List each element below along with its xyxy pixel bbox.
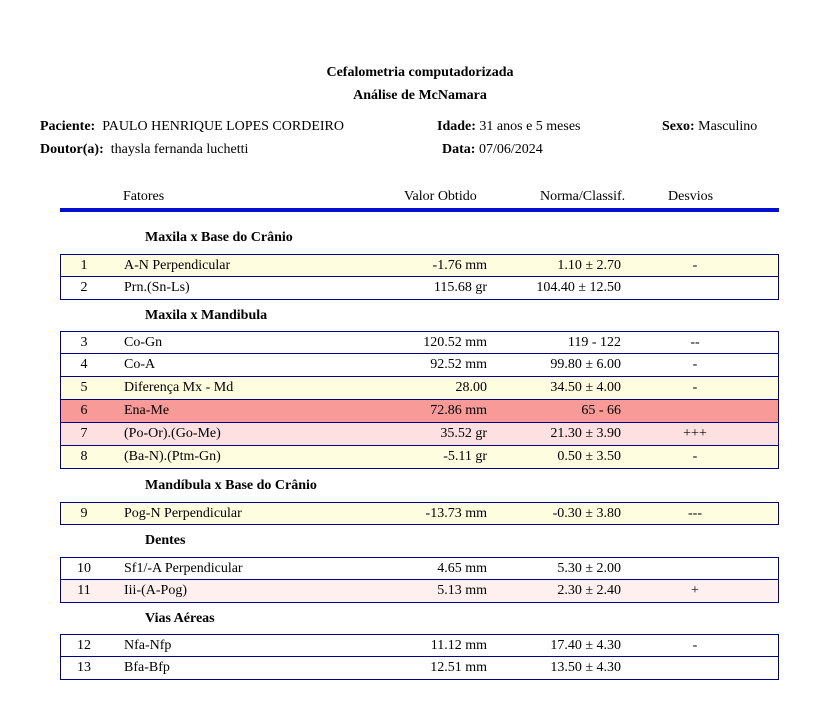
norm-value: 34.50 ± 4.00 (550, 380, 621, 395)
norm-value: 5.30 ± 2.00 (557, 561, 621, 576)
doctor-field (40, 142, 248, 158)
deviation-value: - (692, 449, 698, 464)
factor-name: Co-Gn (124, 335, 163, 350)
table-row (60, 400, 779, 423)
row-number: 2 (80, 280, 88, 295)
date-field (442, 142, 543, 158)
norm-value: 2.30 ± 2.40 (557, 583, 621, 598)
deviation-value: --- (688, 506, 702, 521)
obtained-value: -13.73 mm (425, 506, 487, 521)
table-row (60, 277, 779, 300)
factor-name: Prn.(Sn-Ls) (124, 280, 190, 295)
norm-value: 65 - 66 (581, 403, 621, 418)
obtained-value: -1.76 mm (432, 258, 487, 273)
obtained-value: 72.86 mm (430, 403, 487, 418)
factor-name: Diferença Mx - Md (124, 380, 234, 395)
table-row (60, 634, 779, 657)
header-factors: Fatores (123, 189, 165, 204)
row-number: 7 (80, 426, 88, 441)
factor-name: Co-A (124, 357, 156, 372)
norm-value: 1.10 ± 2.70 (557, 258, 621, 273)
norm-value: 13.50 ± 4.30 (550, 660, 621, 675)
table-row (60, 502, 779, 525)
row-number: 5 (80, 380, 88, 395)
norm-value: 99.80 ± 6.00 (550, 357, 621, 372)
obtained-value: 115.68 gr (433, 280, 487, 295)
sex-field (662, 119, 757, 135)
norm-value: 0.50 ± 3.50 (557, 449, 621, 464)
table-row (60, 377, 779, 400)
header-deviation: Desvios (668, 189, 714, 204)
report-title: Cefalometria computadorizada (326, 65, 514, 80)
row-number: 3 (80, 335, 88, 350)
table-row (60, 557, 779, 580)
header-rule (60, 208, 779, 212)
norm-value: 21.30 ± 3.90 (550, 426, 621, 441)
obtained-value: 4.65 mm (437, 561, 487, 576)
row-number: 10 (77, 561, 91, 576)
report-subtitle: Análise de McNamara (353, 88, 487, 103)
factor-name: Nfa-Nfp (124, 638, 172, 653)
section-heading: Maxila x Base do Crânio (145, 230, 293, 245)
section-heading: Dentes (145, 533, 186, 548)
table-row (60, 580, 779, 603)
obtained-value: 28.00 (455, 380, 487, 395)
deviation-value: - (692, 357, 698, 372)
factor-name: (Po-Or).(Go-Me) (124, 426, 221, 441)
date-label: Data: (442, 142, 476, 157)
age-field (437, 119, 581, 135)
obtained-value: 120.52 mm (423, 335, 487, 350)
norm-value: 104.40 ± 12.50 (536, 280, 621, 295)
table-row (60, 354, 779, 377)
factor-name: Ena-Me (124, 403, 170, 418)
factor-name: Sf1/-A Perpendicular (124, 561, 243, 576)
row-number: 13 (77, 660, 91, 675)
norm-value: 119 - 122 (567, 335, 621, 350)
row-number: 9 (80, 506, 88, 521)
factor-name: Pog-N Perpendicular (124, 506, 242, 521)
row-number: 12 (77, 638, 91, 653)
factor-name: (Ba-N).(Ptm-Gn) (124, 449, 221, 464)
obtained-value: 92.52 mm (430, 357, 487, 372)
deviation-value: -- (690, 335, 700, 350)
doctor-name: thaysla fernanda luchetti (110, 142, 249, 157)
obtained-value: 35.52 gr (440, 426, 487, 441)
deviation-value: + (691, 583, 699, 598)
table-row (60, 331, 779, 354)
table-row (60, 254, 779, 277)
age-value: 31 anos e 5 meses (479, 119, 581, 134)
table-row (60, 446, 779, 469)
section-heading: Mandíbula x Base do Crânio (145, 478, 317, 493)
obtained-value: -5.11 gr (443, 449, 487, 464)
section-heading: Maxila x Mandibula (145, 308, 268, 323)
sex-label: Sexo: (662, 119, 695, 134)
age-label: Idade: (437, 119, 476, 134)
date-value: 07/06/2024 (478, 142, 543, 157)
header-norm: Norma/Classif. (540, 189, 626, 204)
factor-name: Bfa-Bfp (124, 660, 170, 675)
doctor-label: Doutor(a): (40, 142, 104, 157)
row-number: 4 (80, 357, 88, 372)
deviation-value: - (692, 638, 698, 653)
row-number: 1 (80, 258, 88, 273)
patient-label: Paciente: (40, 119, 96, 134)
norm-value: -0.30 ± 3.80 (552, 506, 621, 521)
deviation-value: - (692, 258, 698, 273)
patient-field (40, 119, 344, 135)
obtained-value: 11.12 mm (430, 638, 487, 653)
row-number: 6 (80, 403, 88, 418)
patient-name: PAULO HENRIQUE LOPES CORDEIRO (102, 119, 344, 134)
section-heading: Vias Aéreas (145, 611, 215, 626)
deviation-value: - (692, 380, 698, 395)
sex-value: Masculino (698, 119, 758, 134)
norm-value: 17.40 ± 4.30 (550, 638, 621, 653)
obtained-value: 5.13 mm (437, 583, 487, 598)
obtained-value: 12.51 mm (430, 660, 487, 675)
table-row (60, 657, 779, 680)
deviation-value: +++ (683, 426, 707, 441)
row-number: 11 (77, 583, 91, 598)
header-value: Valor Obtido (404, 189, 477, 204)
factor-name: A-N Perpendicular (124, 258, 231, 273)
row-number: 8 (80, 449, 88, 464)
table-row (60, 423, 779, 446)
factor-name: Iii-(A-Pog) (124, 583, 187, 598)
